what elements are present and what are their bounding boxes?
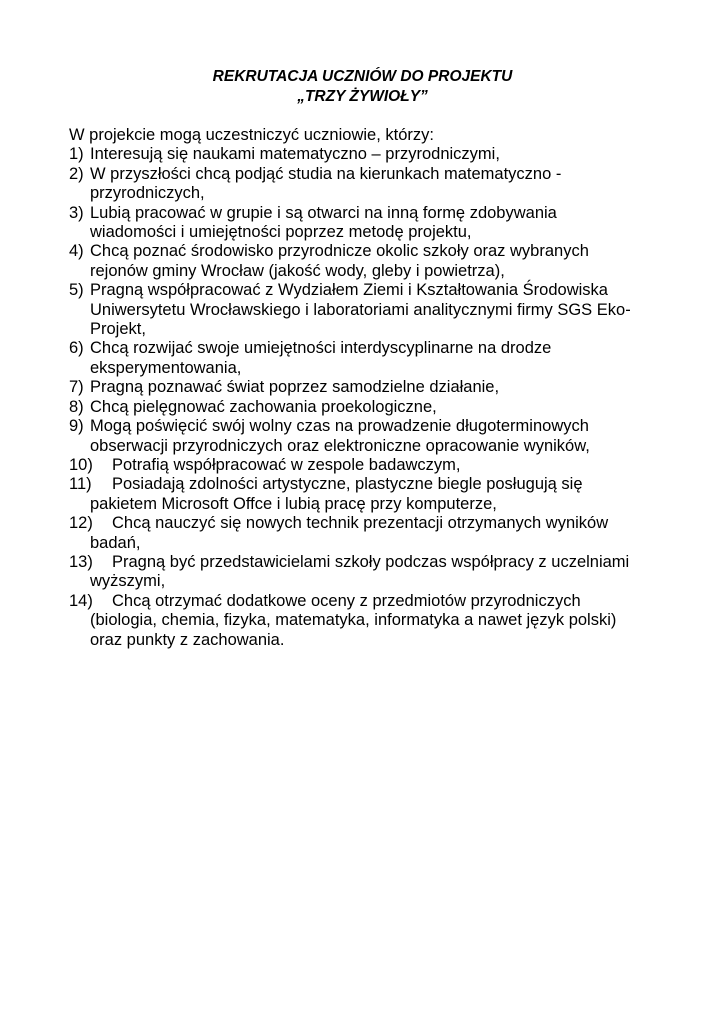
list-item-line: Potrafią współpracować w zespole badawczym, bbox=[112, 455, 461, 474]
list-item-line: wiadomości i umiejętności poprzez metodę projektu, bbox=[90, 223, 472, 242]
list-item-line: Chcą nauczyć się nowych technik prezentacji otrzymanych wyników bbox=[112, 514, 609, 533]
list-item bbox=[69, 592, 669, 650]
criteria-list bbox=[69, 145, 669, 650]
list-item bbox=[69, 378, 669, 397]
list-item-line: W przyszłości chcą podjąć studia na kierunkach matematyczno - bbox=[90, 164, 562, 183]
list-item-line: Uniwersytetu Wrocławskiego i laboratoriami analitycznymi firmy SGS Eko- bbox=[90, 300, 631, 319]
list-item-number: 7) bbox=[69, 378, 84, 397]
list-item bbox=[69, 398, 669, 417]
list-item-number: 10) bbox=[69, 455, 93, 474]
list-item-line: Chcą otrzymać dodatkowe oceny z przedmiotów przyrodniczych bbox=[112, 591, 581, 610]
list-item-line: Pragną być przedstawicielami szkoły podczas współpracy z uczelniami bbox=[112, 552, 630, 571]
list-item-number: 3) bbox=[69, 203, 84, 222]
intro-paragraph: W projekcie mogą uczestniczyć uczniowie, którzy: bbox=[69, 126, 434, 144]
list-item-number: 12) bbox=[69, 514, 93, 533]
list-item-line: wyższymi, bbox=[90, 572, 166, 591]
list-item bbox=[69, 417, 669, 456]
list-item-number: 1) bbox=[69, 145, 84, 164]
list-item-number: 11) bbox=[69, 475, 92, 494]
list-item bbox=[69, 553, 669, 592]
list-item-number: 14) bbox=[69, 591, 93, 610]
list-item-number: 5) bbox=[69, 281, 84, 300]
list-item-line: rejonów gminy Wrocław (jakość wody, gleby i powietrza), bbox=[90, 261, 505, 280]
list-item-line: Chcą poznać środowisko przyrodnicze okolic szkoły oraz wybranych bbox=[90, 242, 589, 261]
document-body bbox=[69, 126, 669, 650]
list-item-line: Pragną poznawać świat poprzez samodzielne działanie, bbox=[90, 378, 500, 397]
list-item-line: Chcą pielęgnować zachowania proekologiczne, bbox=[90, 397, 437, 416]
list-item bbox=[69, 242, 669, 281]
list-item bbox=[69, 339, 669, 378]
list-item-line: obserwacji przyrodniczych oraz elektroniczne opracowanie wyników, bbox=[90, 436, 590, 455]
list-item-line: Pragną współpracować z Wydziałem Ziemi i Kształtowania Środowiska bbox=[90, 281, 608, 300]
list-item-line: Interesują się naukami matematyczno – przyrodniczymi, bbox=[90, 145, 500, 164]
list-item-line: (biologia, chemia, fizyka, matematyka, informatyka a nawet język polski) bbox=[90, 611, 617, 630]
list-item-number: 9) bbox=[69, 417, 84, 436]
document-title bbox=[0, 67, 725, 107]
title-line-1: REKRUTACJA UCZNIÓW DO PROJEKTU bbox=[212, 68, 513, 85]
list-item bbox=[69, 145, 669, 164]
list-item-line: pakietem Microsoft Offce i lubią pracę przy komputerze, bbox=[90, 494, 497, 513]
list-item-line: Chcą rozwijać swoje umiejętności interdyscyplinarne na drodze bbox=[90, 339, 552, 358]
list-item-line: Projekt, bbox=[90, 320, 146, 339]
list-item-line: Mogą poświęcić swój wolny czas na prowadzenie długoterminowych bbox=[90, 417, 589, 436]
list-item bbox=[69, 475, 669, 514]
list-item bbox=[69, 281, 669, 339]
title-line-2: „TRZY ŻYWIOŁY” bbox=[297, 88, 428, 105]
list-item-line: przyrodniczych, bbox=[90, 184, 205, 203]
list-item-line: eksperymentowania, bbox=[90, 358, 242, 377]
list-item-line: Posiadają zdolności artystyczne, plastyczne biegle posługują się bbox=[112, 475, 583, 494]
list-item-number: 13) bbox=[69, 552, 93, 571]
list-item-number: 4) bbox=[69, 242, 84, 261]
list-item bbox=[69, 165, 669, 204]
list-item-number: 8) bbox=[69, 397, 84, 416]
list-item bbox=[69, 204, 669, 243]
list-item-number: 2) bbox=[69, 164, 84, 183]
list-item-number: 6) bbox=[69, 339, 84, 358]
list-item-line: oraz punkty z zachowania. bbox=[90, 630, 285, 649]
list-item-line: Lubią pracować w grupie i są otwarci na inną formę zdobywania bbox=[90, 203, 557, 222]
list-item bbox=[69, 456, 669, 475]
list-item bbox=[69, 514, 669, 553]
list-item-line: badań, bbox=[90, 533, 141, 552]
